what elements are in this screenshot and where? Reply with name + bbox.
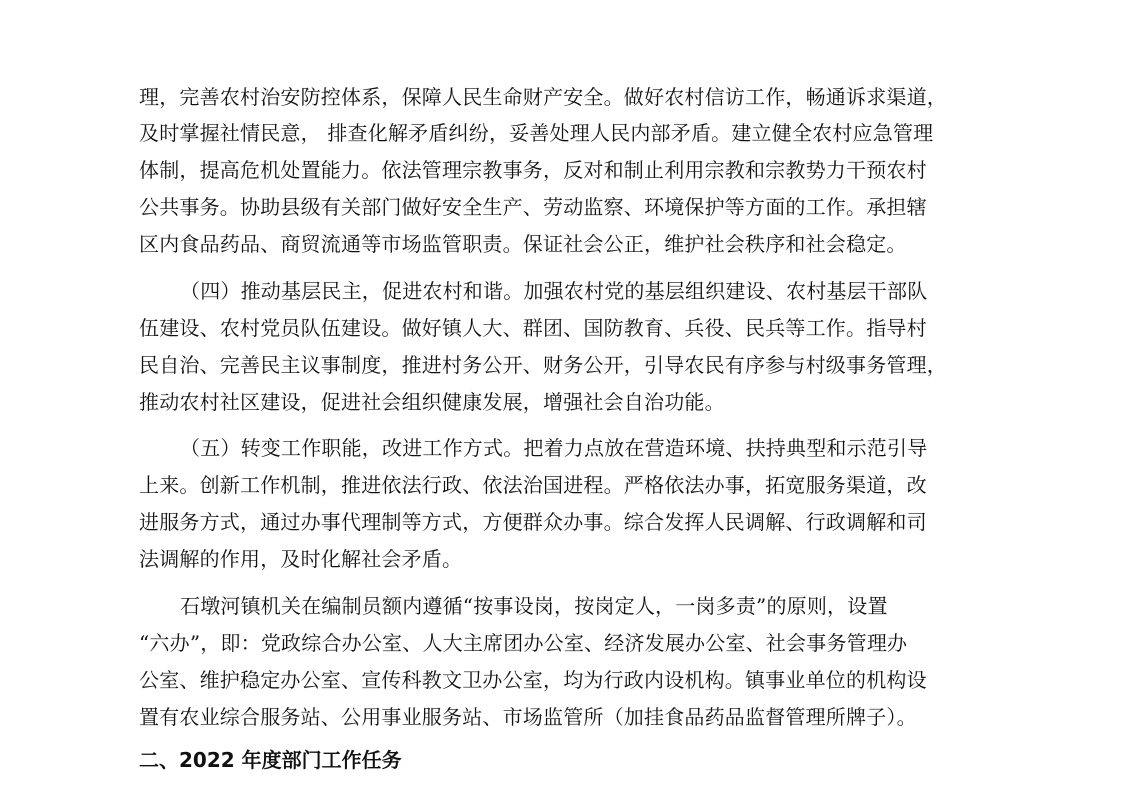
section-heading: 二、2022 年度部门工作任务 (139, 748, 402, 772)
paragraph-4-line-4: 置有农业综合服务站、公用事业服务站、市场监管所（加挂食品药品监督管理所牌子）。 (139, 705, 917, 729)
paragraph-1-line-2: 及时掌握社情民意， 排查化解矛盾纠纷，妥善处理人民内部矛盾。建立健全农村应急管理 (139, 121, 934, 145)
paragraph-2-line-3: 民自治、完善民主议事制度，推进村务公开、财务公开，引导农民有序参与村级事务管理， (139, 353, 947, 377)
paragraph-1-line-4: 公共事务。协助县级有关部门做好安全生产、劳动监察、环境保护等方面的工作。承担辖 (139, 195, 927, 219)
paragraph-4-line-1: 石墩河镇机关在编制员额内遵循“按事设岗，按岗定人，一岗多责”的原则，设置 (180, 594, 888, 618)
paragraph-4-line-3: 公室、维护稳定办公室、宣传科教文卫办公室，均为行政内设机构。镇事业单位的机构设 (139, 668, 927, 692)
paragraph-3-line-4: 法调解的作用，及时化解社会矛盾。 (139, 547, 463, 571)
paragraph-1-line-5: 区内食品药品、商贸流通等市场监管职责。保证社会公正，维护社会秩序和社会稳定。 (139, 232, 907, 256)
paragraph-2-line-2: 伍建设、农村党员队伍建设。做好镇人大、群团、国防教育、兵役、民兵等工作。指导村 (139, 316, 927, 340)
paragraph-4-line-2: “六办”，即：党政综合办公室、人大主席团办公室、经济发展办公室、社会事务管理办 (139, 631, 908, 655)
paragraph-1-line-3: 体制，提高危机处置能力。依法管理宗教事务，反对和制止利用宗教和宗教势力干预农村 (139, 158, 927, 182)
paragraph-3-line-2: 上来。创新工作机制，推进依法行政、依法治国进程。严格依法办事，拓宽服务渠道，改 (139, 473, 927, 497)
paragraph-1-line-1: 理，完善农村治安防控体系，保障人民生命财产安全。做好农村信访工作，畅通诉求渠道， (139, 85, 947, 109)
paragraph-3-line-1: （五）转变工作职能，改进工作方式。把着力点放在营造环境、扶持典型和示范引导 (180, 436, 928, 460)
paragraph-2-line-1: （四）推动基层民主，促进农村和谐。加强农村党的基层组织建设、农村基层干部队 (180, 279, 928, 303)
paragraph-2-line-4: 推动农村社区建设，促进社会组织健康发展，增强社会自治功能。 (139, 390, 725, 414)
paragraph-3-line-3: 进服务方式，通过办事代理制等方式，方便群众办事。综合发挥人民调解、行政调解和司 (139, 510, 927, 534)
